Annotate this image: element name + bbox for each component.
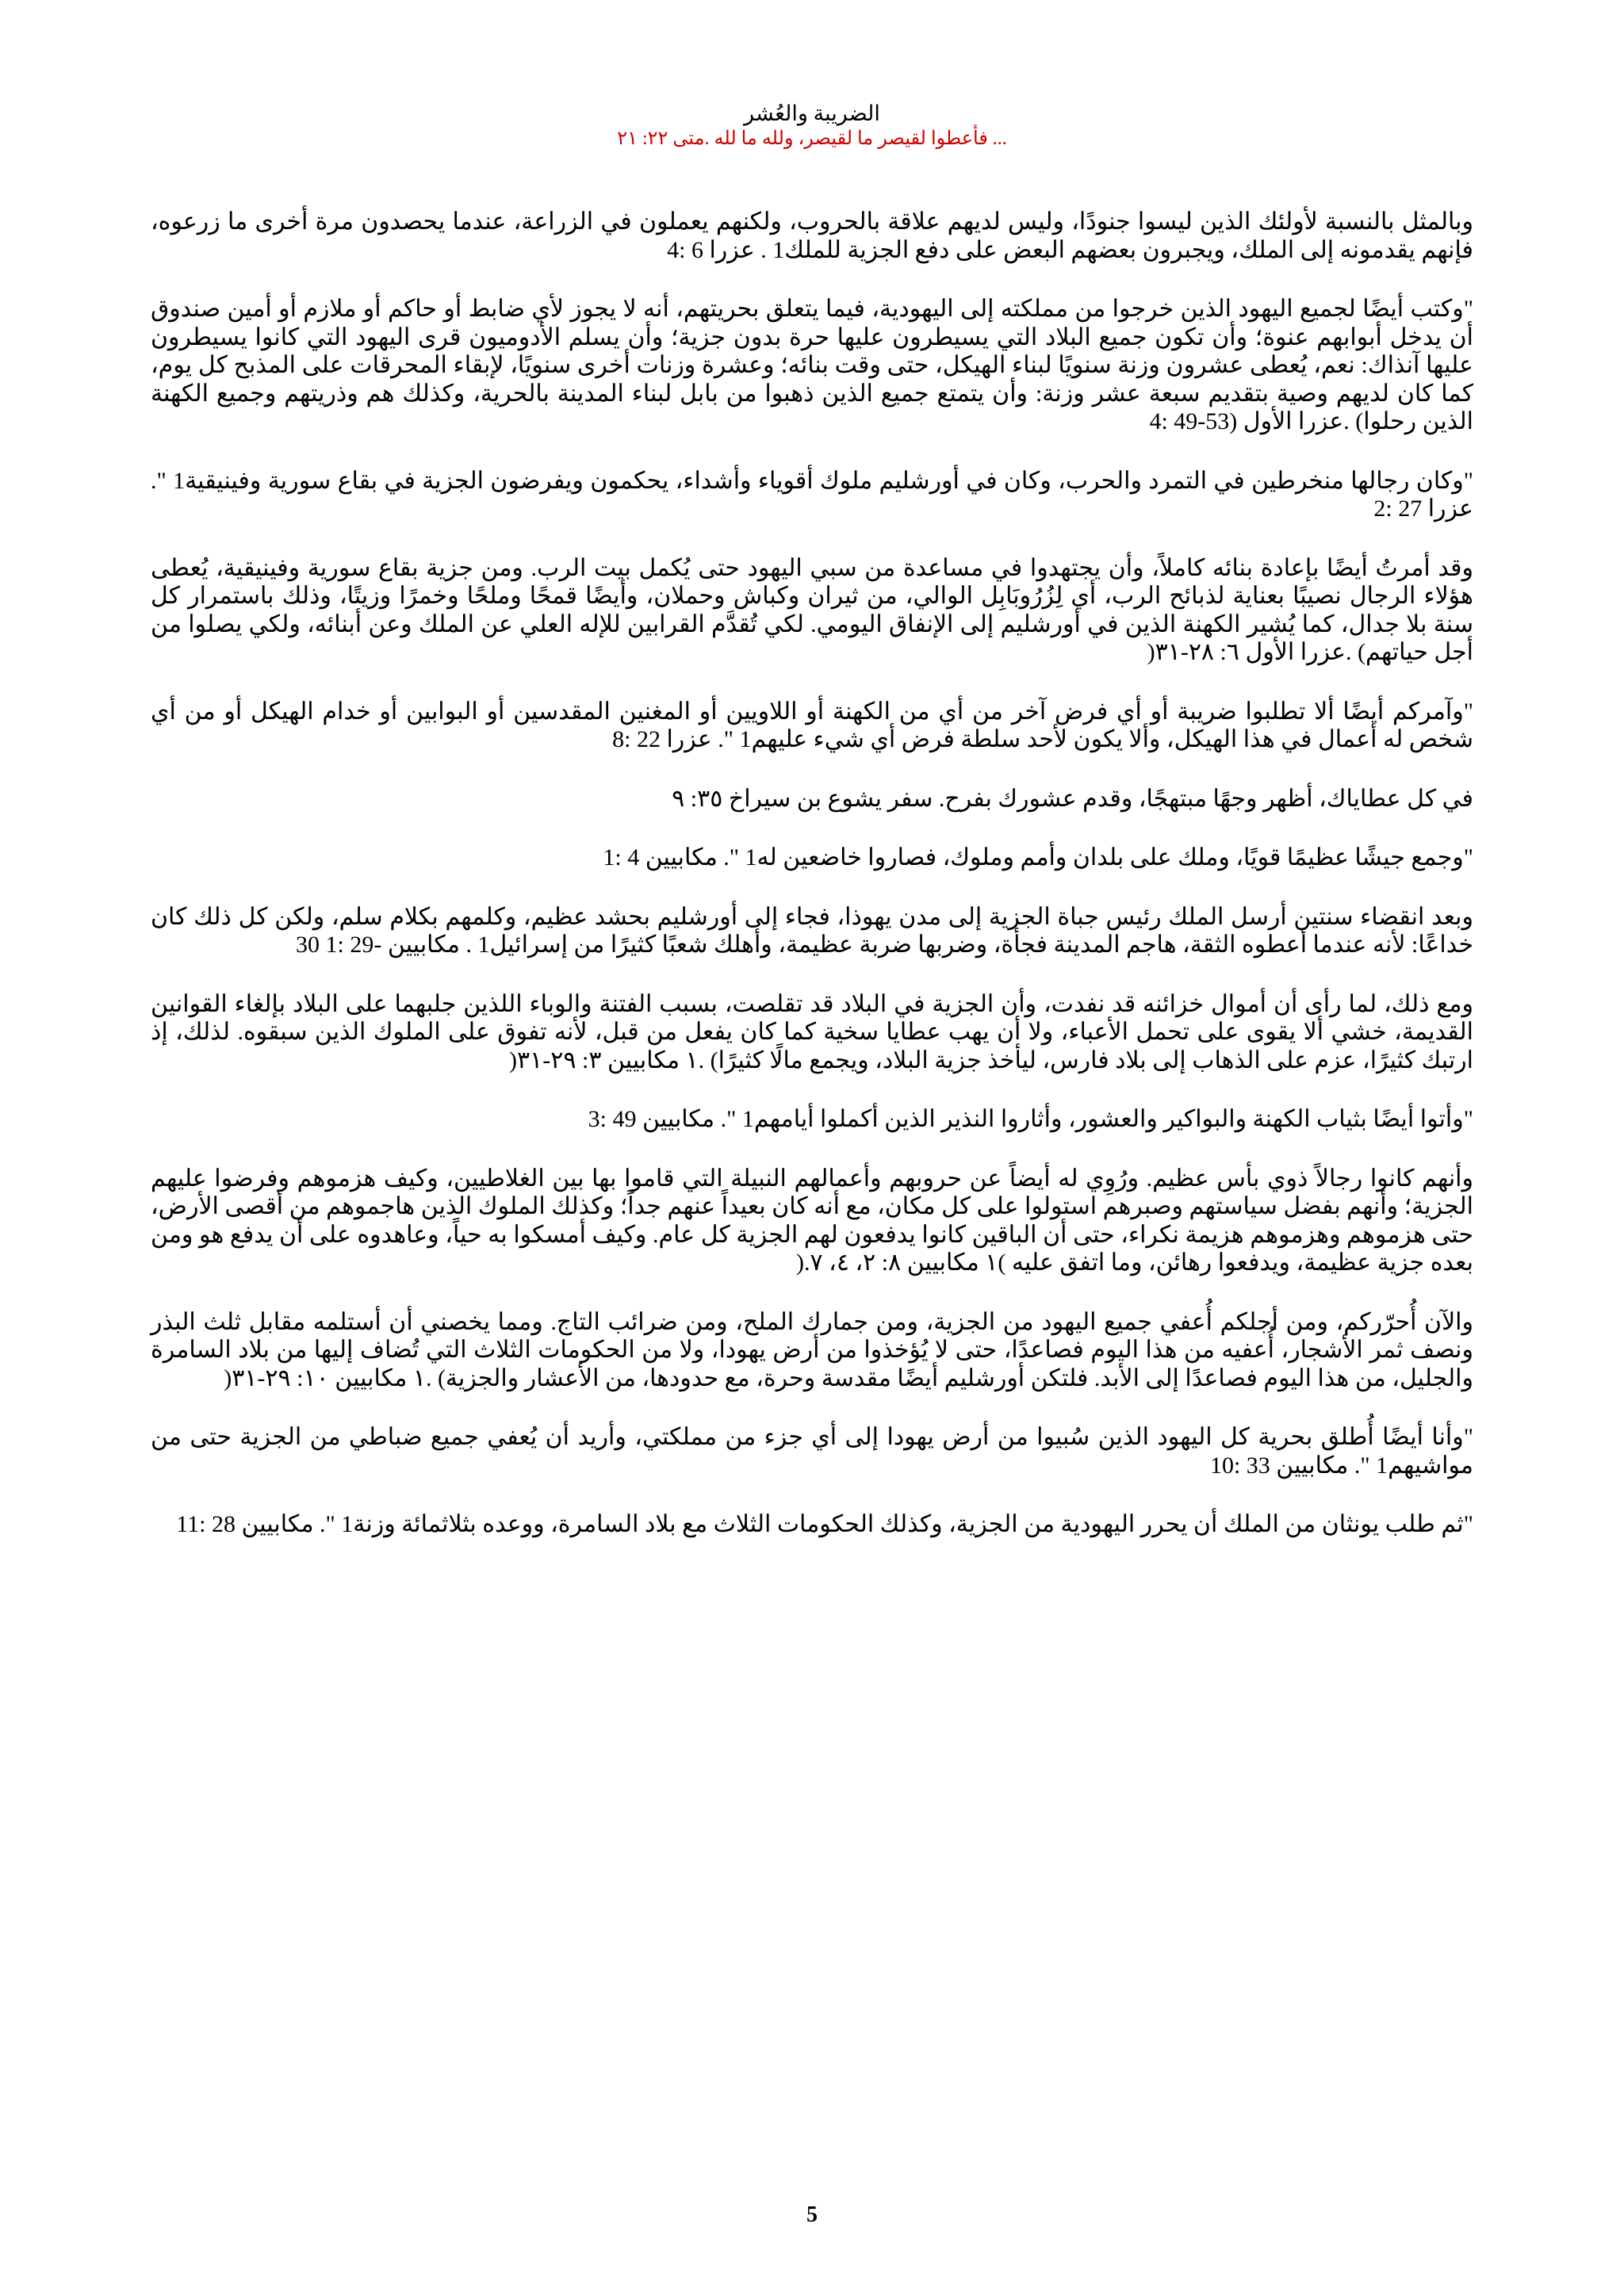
paragraph: "وآمركم أيضًا ألا تطلبوا ضريبة أو أي فرض آخر من أي من الكهنة أو اللاويين أو المغنين المقدسين أو البوابين أو خدام الهيكل أو من أي شخص له أعمال في هذا الهيكل، وألا يكون لأحد سلطة فرض أي شيء عليهم1 ". عزرا 22 :8 bbox=[151, 698, 1473, 752]
paragraph: في كل عطاياك، أظهر وجهًا مبتهجًا، وقدم عشورك بفرح. سفر يشوع بن سيراخ ٣٥: ٩ bbox=[672, 785, 1473, 812]
document-body bbox=[151, 208, 1473, 1570]
paragraph: "ثم طلب يونثان من الملك أن يحرر اليهودية من الجزية، وكذلك الحكومات الثلاث مع بلاد السامرة، ووعده بثلاثمائة وزنة1 ". مكابيين 28 :11 bbox=[176, 1511, 1473, 1537]
paragraph: وبعد انقضاء سنتين أرسل الملك رئيس جباة الجزية إلى مدن يهوذا، فجاء إلى أورشليم بحشد عظيم، وكلمهم بكلام سلم، ولكن كل ذلك كان خداعًا: لأنه عندما أعطوه الثقة، هاجم المدينة فجأة، وضربها ضربة عظيمة، وأهلك شعبًا كثيرًا من إسرائيل1 . مكابيين -29 :1 30 bbox=[151, 903, 1473, 958]
page-header bbox=[0, 100, 1624, 151]
header-subtitle: ... فأعطوا لقيصر ما لقيصر، ولله ما لله .متى ٢٢: ٢١ bbox=[617, 128, 1007, 149]
page-number: 5 bbox=[806, 2202, 818, 2227]
paragraph: "وكان رجالها منخرطين في التمرد والحرب، وكان في أورشليم ملوك أقوياء وأشداء، يحكمون ويفرضون الجزية في بقاع سورية وفينيقية1 ". عزرا 27 :2 bbox=[151, 467, 1473, 522]
paragraph: "وأتوا أيضًا بثياب الكهنة والبواكير والعشور، وأثاروا النذير الذين أكملوا أيامهم1 ". مكابيين 49 :3 bbox=[588, 1106, 1473, 1132]
header-title: الضريبة والعُشر bbox=[744, 101, 880, 125]
paragraph: ومع ذلك، لما رأى أن أموال خزائنه قد نفدت، وأن الجزية في البلاد قد تقلصت، بسبب الفتنة والوباء اللذين جلبهما على البلاد بإلغاء القوانين القديمة، خشي ألا يقوى على تحمل الأعباء، ولا أن يهب عطايا سخية كما كان يفعل من قبل، لأنه تفوق على الملوك الذين سبقوه. لذلك، إذ ارتبك كثيرًا، عزم على الذهاب إلى بلاد فارس، ليأخذ جزية البلاد، ويجمع مالًا كثيرًا) .١ مكابيين ٣: ٢٩-٣١( bbox=[151, 990, 1473, 1073]
paragraph: "وأنا أيضًا أُطلق بحرية كل اليهود الذين سُبيوا من أرض يهودا إلى أي جزء من مملكتي، وأريد أن يُعفي جميع ضباطي من الجزية حتى من مواشيهم1 ". مكابيين 33 :10 bbox=[151, 1424, 1473, 1479]
paragraph: وقد أمرتُ أيضًا بإعادة بنائه كاملاً، وأن يجتهدوا في مساعدة من سبي اليهود حتى يُكمل بيت الرب. ومن جزية بقاع سورية وفينيقية، يُعطى هؤلاء الرجال نصيبًا بعناية لذبائح الرب، أي لِزُرُوبَابِل الوالي، من ثيران وكباش وحملان، وأيضًا قمحًا وملحًا وخمرًا وزيتًا، وذلك باستمرار كل سنة بلا جدال، كما يُشير الكهنة الذين في أورشليم إلى الإنفاق اليومي. لكي تُقدَّم القرابين للإله العلي عن الملك وعن أبنائه، ولكي يصلوا من أجل حياتهم) .عزرا الأول ٦: ٢٨-٣١( bbox=[151, 554, 1474, 665]
paragraph: "وكتب أيضًا لجميع اليهود الذين خرجوا من مملكته إلى اليهودية، فيما يتعلق بحريتهم، أنه لا يجوز لأي ضابط أو حاكم أو ملازم أو أمين صندوق أن يدخل أبوابهم عنوة؛ وأن تكون جميع البلاد التي يسيطرون عليها حرة بدون جزية؛ وأن يسلم الأدوميون قرى اليهود التي كانوا يسيطرون عليها آنذاك: نعم، يُعطى عشرون وزنة سنويًا لبناء الهيكل، حتى وقت بنائه؛ وعشرة وزنات أخرى سنويًا، لإبقاء المحرقات على المذبح كل يوم، كما كان لديهم وصية بتقديم سبعة عشر وزنة: وأن يتمتع جميع الذين ذهبوا من بابل لبناء المدينة بالحرية، وكذلك هم وذريتهم وجميع الكهنة الذين رحلوا) .عزرا الأول (53-49 :4 bbox=[151, 296, 1473, 434]
paragraph: "وجمع جيشًا عظيمًا قويًا، وملك على بلدان وأمم وملوك، فصاروا خاضعين له1 ". مكابيين 4 :1 bbox=[603, 844, 1473, 871]
paragraph: وبالمثل بالنسبة لأولئك الذين ليسوا جنودًا، وليس لديهم علاقة بالحروب، ولكنهم يعملون في الزراعة، عندما يحصدون مرة أخرى ما زرعوه، فإنهم يقدمونه إلى الملك، ويجبرون بعضهم البعض على دفع الجزية للملك1 . عزرا 6 :4 bbox=[151, 209, 1473, 263]
paragraph: والآن أُحرّركم، ومن أجلكم أُعفي جميع اليهود من الجزية، ومن جمارك الملح، ومن ضرائب التاج. ومما يخصني أن أستلمه مقابل ثلث البذر ونصف ثمر الأشجار، أُعفيه من هذا اليوم فصاعدًا، حتى لا يُؤخذوا من أرض يهودا، ولا من الحكومات الثلاث التي تُضاف إليها من بلاد السامرة والجليل، من هذا اليوم فصاعدًا إلى الأبد. فلتكن أورشليم أيضًا مقدسة وحرة، مع حدودها، من الأعشار والجزية) .١ مكابيين ١٠: ٢٩-٣١( bbox=[151, 1308, 1473, 1391]
paragraph: وأنهم كانوا رجالاً ذوي بأس عظيم. ورُوِي له أيضاً عن حروبهم وأعمالهم النبيلة التي قاموا بها بين الغلاطيين، وكيف هزموهم وفرضوا عليهم الجزية؛ وأنهم بفضل سياستهم وصبرهم استولوا على كل مكان، مع أنه كان بعيداً عنهم جداً؛ وكذلك الملوك الذين هاجموهم من أقصى الأرض، حتى هزموهم وهزموهم هزيمة نكراء، حتى أن الباقين كانوا يدفعون لهم الجزية كل عام. وكيف أمسكوا به حياً، وعاهدوه على أن يدفع هو ومن بعده جزية عظيمة، ويدفعوا رهائن، وما اتفق عليه )١ مكابيين ٨: ٢، ٤، ٧.( bbox=[151, 1165, 1473, 1276]
